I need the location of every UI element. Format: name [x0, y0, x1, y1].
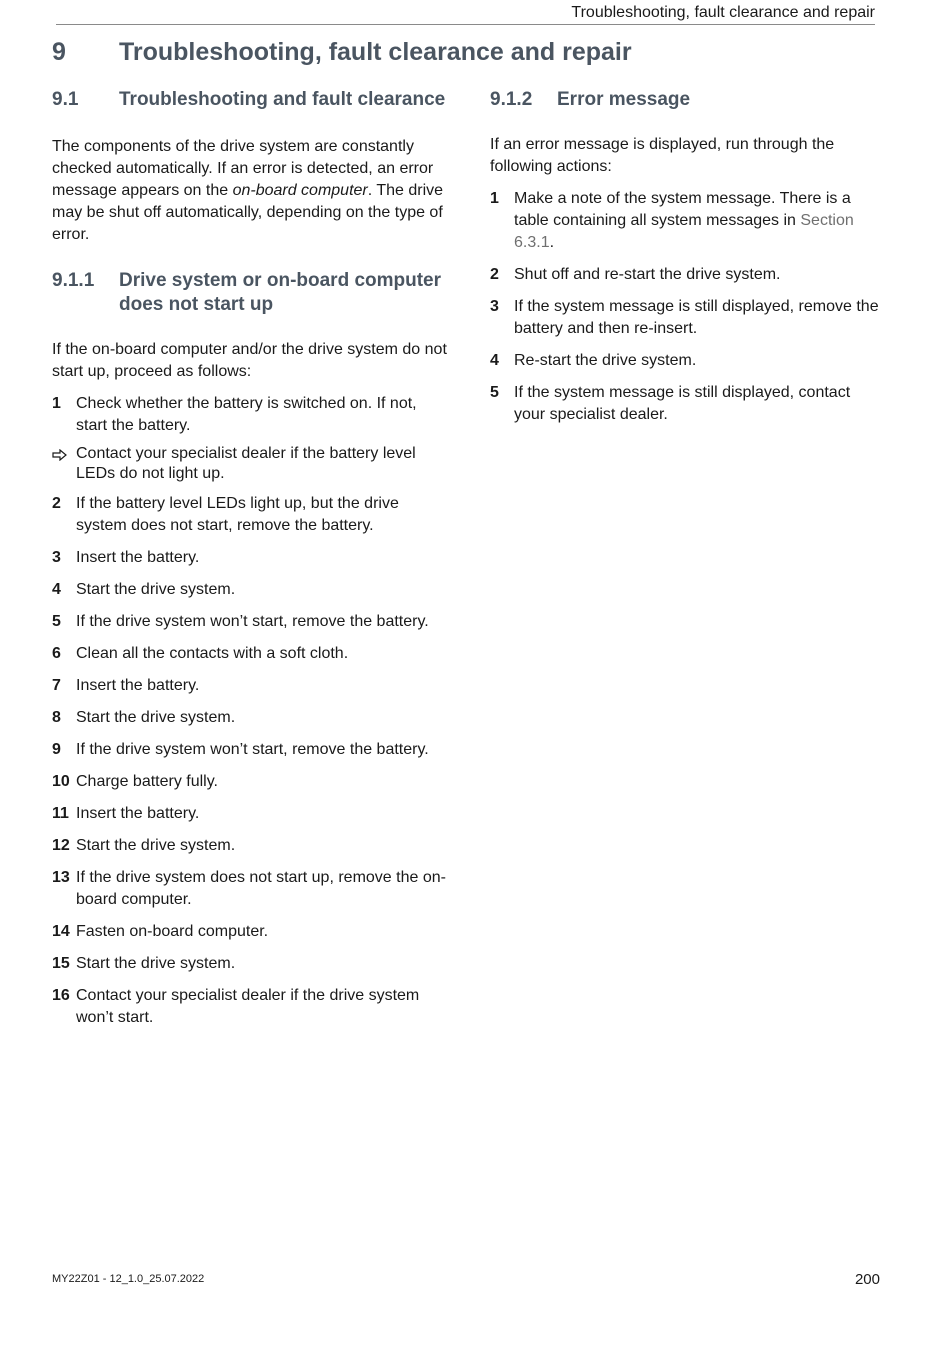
step-number: 4: [490, 352, 499, 369]
step-number: 5: [52, 613, 61, 630]
section-number: 9.1: [52, 89, 79, 110]
step-number: 10: [52, 773, 70, 790]
step-text: If the drive system won’t start, remove the battery.: [76, 613, 429, 630]
list-item: [52, 771, 447, 793]
step-text: Fasten on-board computer.: [76, 923, 269, 940]
list-item: [490, 350, 885, 372]
step-number: 16: [52, 987, 70, 1004]
step-text: [514, 188, 885, 254]
section-intro-paragraph: If the on-board computer and/or the drive system do not start up, proceed as follows:: [52, 341, 447, 380]
step-text: If the drive system does not start up, remove the on-board computer.: [76, 869, 446, 908]
left-column: [52, 88, 447, 1039]
step-text: Contact your specialist dealer if the battery level LEDs do not light up.: [76, 445, 416, 482]
section-heading-9-1: [52, 88, 447, 112]
step-text-end: .: [549, 234, 555, 251]
chapter-number: 9: [52, 38, 66, 66]
running-header-title: Troubleshooting, fault clearance and repair: [571, 4, 875, 21]
list-item: [52, 493, 447, 537]
step-text: Charge battery fully.: [76, 773, 218, 790]
step-number: 14: [52, 923, 70, 940]
step-number: 1: [490, 190, 499, 207]
list-item: [52, 579, 447, 601]
step-text: Start the drive system.: [76, 955, 236, 972]
step-number: 3: [52, 549, 61, 566]
step-number: 7: [52, 677, 61, 694]
result-arrow-icon-svg: [52, 449, 67, 461]
troubleshooting-steps-list: [52, 393, 447, 1029]
footer-document-id: MY22Z01 - 12_1.0_25.07.2022: [52, 1273, 205, 1285]
list-item: [52, 867, 447, 911]
step-number: 8: [52, 709, 61, 726]
section-title: Error message: [557, 89, 691, 110]
list-item: [52, 739, 447, 761]
footer-page-number: 200: [854, 1271, 880, 1288]
step-number: 2: [52, 495, 61, 512]
step-number: 9: [52, 741, 61, 758]
step-text-main: Make a note of the system message. There is a table containing all system messages in: [514, 190, 851, 229]
section-number: 9.1.1: [52, 270, 95, 291]
step-text: If the drive system won’t start, remove the battery.: [76, 741, 429, 758]
step-number: 15: [52, 955, 70, 972]
list-item: [52, 643, 447, 665]
step-number: 3: [490, 298, 499, 315]
step-text: Start the drive system.: [76, 709, 236, 726]
list-item: [52, 921, 447, 943]
step-number: 11: [52, 805, 69, 822]
step-text: Start the drive system.: [76, 837, 236, 854]
step-text: If the system message is still displayed, remove the battery and then re-insert.: [514, 298, 879, 337]
step-number: 6: [52, 645, 61, 662]
step-text: Insert the battery.: [76, 677, 200, 694]
step-text: Start the drive system.: [76, 581, 236, 598]
list-item-result: [52, 444, 447, 484]
step-text: Clean all the contacts with a soft cloth.: [76, 645, 349, 662]
step-number: 13: [52, 869, 70, 886]
list-item: [52, 707, 447, 729]
step-text: If the system message is still displayed, contact your specialist dealer.: [514, 384, 851, 423]
step-number: 5: [490, 384, 499, 401]
step-text: Contact your specialist dealer if the drive system won’t start.: [76, 987, 420, 1026]
section-intro-paragraph: [52, 136, 447, 246]
step-number: 4: [52, 581, 61, 598]
section-heading-9-1-1: [52, 269, 447, 317]
list-item: [52, 611, 447, 633]
list-item: [490, 382, 885, 426]
step-text: Insert the battery.: [76, 549, 200, 566]
list-item: [52, 985, 447, 1029]
list-item: [490, 296, 885, 340]
section-heading-9-1-2: [490, 88, 885, 112]
list-item: [52, 675, 447, 697]
chapter-title-text: Troubleshooting, fault clearance and repair: [119, 38, 632, 66]
list-item: [490, 264, 885, 286]
list-item: [490, 188, 885, 254]
step-number: 12: [52, 837, 70, 854]
running-header: [56, 4, 875, 25]
list-item: [52, 835, 447, 857]
step-text: Insert the battery.: [76, 805, 200, 822]
chapter-title: [52, 36, 892, 68]
step-text: If the battery level LEDs light up, but the drive system does not start, remove the battery.: [76, 495, 399, 534]
intro-text-part2: . The drive may be shut off automatically, depending on the type of error.: [52, 182, 444, 243]
intro-text-italic: on-board computer: [232, 182, 368, 199]
section-link[interactable]: Section 6.3.1: [514, 212, 854, 251]
list-item: [52, 393, 447, 437]
section-title: Drive system or on-board computer does not start up: [119, 270, 442, 315]
list-item: [52, 803, 447, 825]
step-text: Re-start the drive system.: [514, 352, 697, 369]
intro-text-part1: The components of the drive system are constantly checked automatically. If an error is detected, an error message appears on the: [52, 138, 434, 199]
list-item: [52, 953, 447, 975]
list-item: [52, 547, 447, 569]
step-number: 2: [490, 266, 499, 283]
section-title: Troubleshooting and fault clearance: [119, 89, 446, 110]
step-text: Shut off and re-start the drive system.: [514, 266, 781, 283]
step-text: Check whether the battery is switched on. If not, start the battery.: [76, 395, 417, 434]
right-column: [490, 88, 885, 436]
section-number: 9.1.2: [490, 89, 533, 110]
section-intro-paragraph: If an error message is displayed, run through the following actions:: [490, 136, 835, 175]
step-number: 1: [52, 395, 61, 412]
result-arrow-icon: [52, 444, 76, 484]
error-message-steps-list: [490, 188, 885, 426]
